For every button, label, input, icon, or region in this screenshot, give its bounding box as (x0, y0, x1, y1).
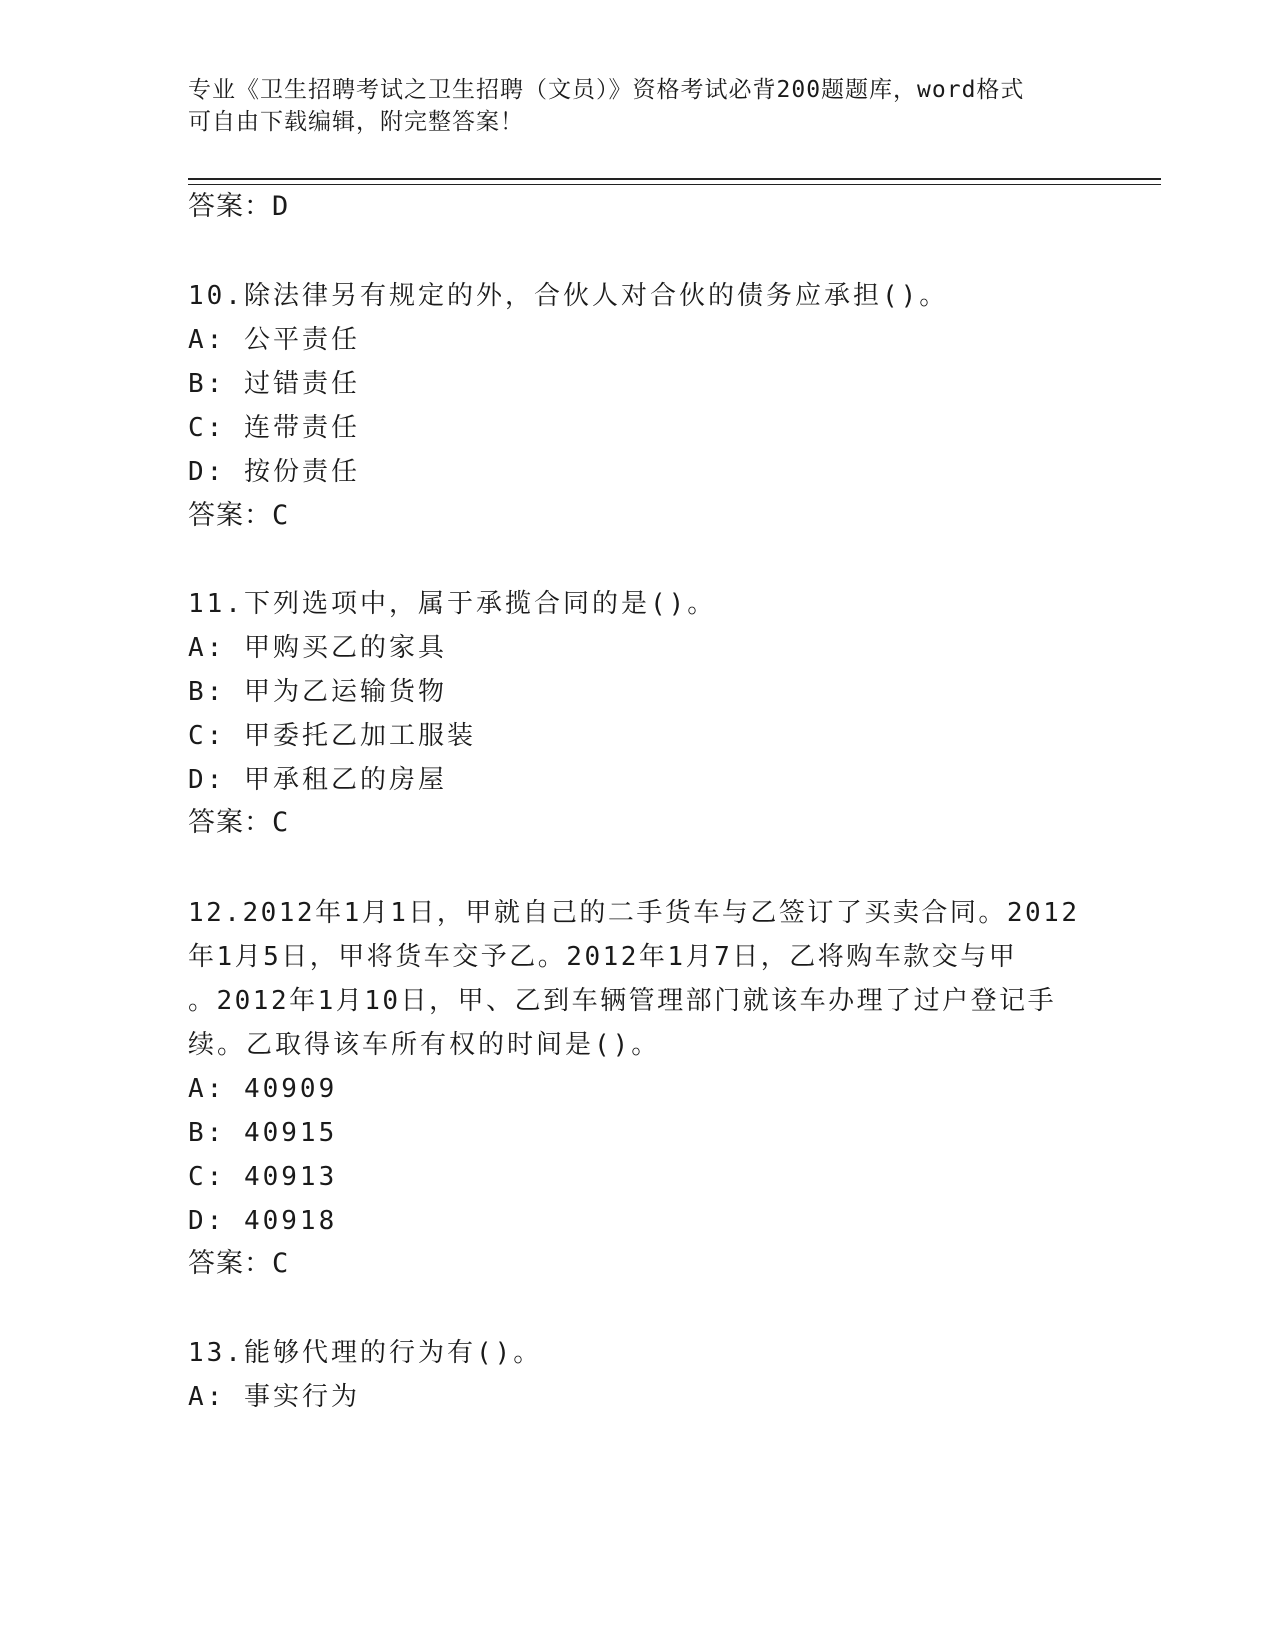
previous-answer: 答案：D (188, 191, 290, 222)
question-10-option-b: B: 过错责任 (188, 369, 360, 399)
question-11-answer: 答案：C (188, 807, 290, 838)
question-13-stem: 13.能够代理的行为有()。 (188, 1338, 543, 1368)
question-12-answer: 答案：C (188, 1248, 290, 1279)
question-12-stem-line-3: 。2012年1月10日，甲、乙到车辆管理部门就该车办理了过户登记手 (188, 986, 1057, 1016)
question-10-option-a: A: 公平责任 (188, 325, 360, 355)
question-12-stem-line-1: 12.2012年1月1日，甲就自己的二手货车与乙签订了买卖合同。2012 (188, 898, 1080, 928)
question-10-answer: 答案：C (188, 500, 290, 531)
question-10-option-c: C: 连带责任 (188, 413, 360, 443)
question-13-option-a: A: 事实行为 (188, 1382, 360, 1412)
question-10-stem: 10.除法律另有规定的外，合伙人对合伙的债务应承担()。 (188, 281, 949, 311)
question-12-option-d: D: 40918 (188, 1206, 338, 1236)
question-11-stem: 11.下列选项中，属于承揽合同的是()。 (188, 589, 717, 619)
question-12-stem-line-2: 年1月5日，甲将货车交予乙。2012年1月7日，乙将购车款交与甲 (188, 942, 1018, 972)
question-12-option-c: C: 40913 (188, 1162, 338, 1192)
question-10-option-d: D: 按份责任 (188, 457, 360, 487)
question-11-option-a: A: 甲购买乙的家具 (188, 633, 447, 663)
question-12-stem-line-4: 续。乙取得该车所有权的时间是()。 (188, 1030, 661, 1060)
question-11-option-c: C: 甲委托乙加工服装 (188, 721, 476, 751)
question-11-option-d: D: 甲承租乙的房屋 (188, 765, 447, 795)
question-12-option-b: B: 40915 (188, 1118, 338, 1148)
question-11-option-b: B: 甲为乙运输货物 (188, 677, 447, 707)
question-12-option-a: A: 40909 (188, 1074, 338, 1104)
header-line-2: 可自由下载编辑，附完整答案！ (188, 109, 524, 135)
header-divider-thick (188, 178, 1161, 180)
header-divider-thin (188, 184, 1161, 185)
document-header (188, 74, 1068, 138)
header-line-1: 专业《卫生招聘考试之卫生招聘（文员）》资格考试必背200题题库，word格式 (188, 77, 1025, 103)
